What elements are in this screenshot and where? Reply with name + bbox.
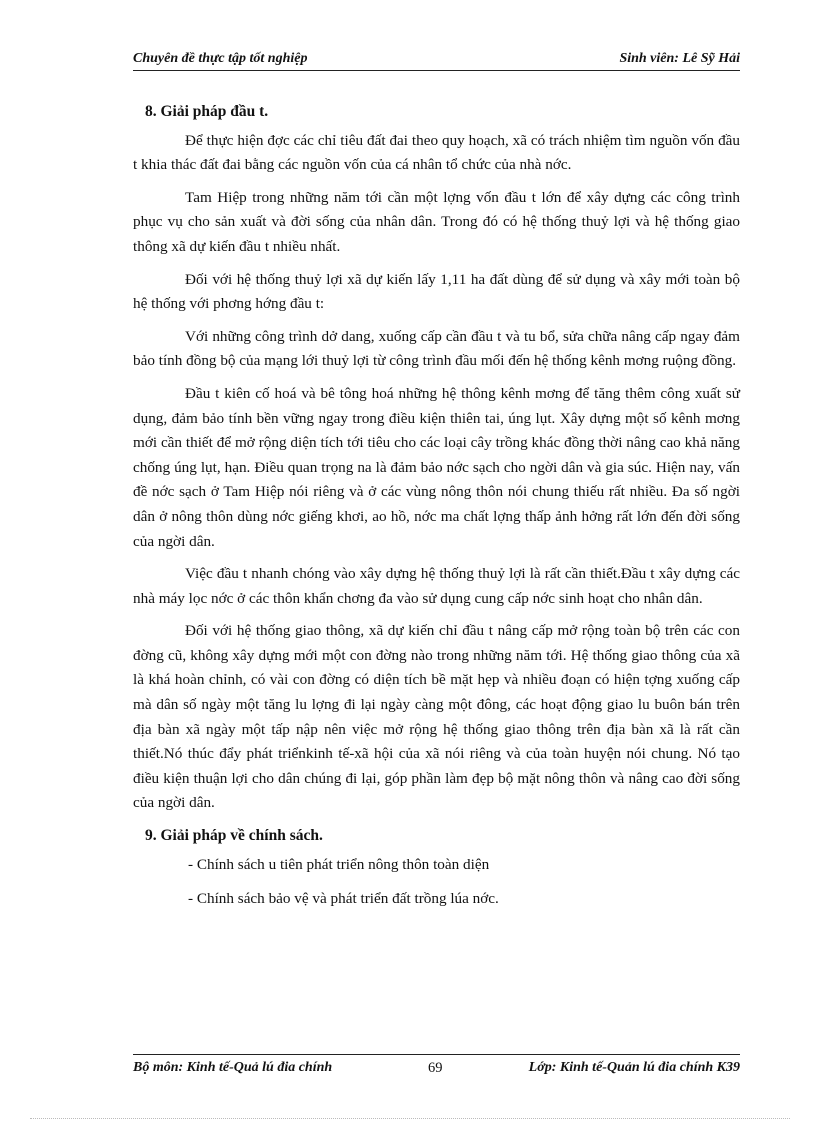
bullet-item: - Chính sách bảo vệ và phát triển đất trồng lúa nớc. xyxy=(188,890,499,908)
footer-department: Bộ môn: Kinh tế-Quả lú đia chính xyxy=(133,1060,333,1075)
paragraph: Đối với hệ thống thuỷ lợi xã dự kiến lấy 1,11 ha đất dùng để sử dụng và xây mới toàn bộ hệ thống với phơng hớng đầu t: xyxy=(133,270,740,313)
page-body xyxy=(133,100,740,922)
paragraph: Để thực hiện đợc các chỉ tiêu đất đai theo quy hoạch, xã có trách nhiệm tìm nguồn vốn đầu t khia thác đất đai bằng các nguồn vốn của cá nhân tổ chức của nhà nớc. xyxy=(133,131,740,174)
bullet-item: - Chính sách u tiên phát triển nông thôn toàn diện xyxy=(188,855,490,873)
paragraph: Đối với hệ thống giao thông, xã dự kiến chỉ đầu t nâng cấp mở rộng toàn bộ trên các con đờng cũ, không xây dựng mới một con đờng nào trong những năm tới. Hệ thống giao thông của xã là khá hoàn chỉnh, có vài con đờng có diện tích bề mặt hẹp và nhiều đoạn có hiện tợng xuống cấp mà dân số ngày một tăng lu lợng đi lại ngày càng một đông, các hoạt động giao lu buôn bán trên địa bàn xã ngày một tấp nập nên việc mở rộng hệ thống giao thông trên địa bàn xã là rất cần thiết.Nó thúc đẩy phát triểnkinh tế-xã hội của xã nói riêng và của toàn huyện nói chung. Nó tạo điều kiện thuận lợi cho dân chúng đi lại, góp phần làm đẹp bộ mặt nông thôn và nâng cao đời sống của ngời dân. xyxy=(133,622,740,812)
page-bottom-border xyxy=(30,1118,790,1119)
page-footer xyxy=(133,1054,740,1078)
footer-class: Lớp: Kinh tế-Quản lú đia chính K39 xyxy=(528,1060,740,1075)
header-title: Chuyên đề thực tập tốt nghiệp xyxy=(133,51,308,66)
header-author: Sinh viên: Lê Sỹ Hải xyxy=(619,51,740,66)
section-8-heading: 8. Giải pháp đầu t. xyxy=(145,103,269,120)
paragraph: Đầu t kiên cố hoá và bê tông hoá những hệ thông kênh mơng để tăng thêm công xuất sử dụng, đảm bảo tính bền vững ngay trong điều kiện thiên tai, úng lụt. Xây dựng một số kênh mơng mới cần thiết để mở rộng diện tích tới tiêu cho các loại cây trồng khác đồng thời nâng cao khả năng chống úng lụt, hạn. Điều quan trọng na là đảm bảo nớc sạch cho ngời dân và gia súc. Hiện nay, vấn đề nớc sạch ở Tam Hiệp nói riêng và ở các vùng nông thôn nói chung thiếu rất nhiều. Đa số ngời dân ở nông thôn dùng nớc giếng khơi, ao hồ, nớc ma chất lợng thấp ảnh hởng rất lớn đến đời sống của ngời dân. xyxy=(133,384,740,550)
paragraph: Với những công trình dở dang, xuống cấp cần đầu t và tu bổ, sửa chữa nâng cấp ngay đảm bảo tính đồng bộ của mạng lới thuỷ lợi từ công trình đầu mối đến hệ thống kênh mơng ruộng đồng. xyxy=(133,327,740,370)
section-9-heading: 9. Giải pháp về chính sách. xyxy=(145,827,323,845)
paragraph: Tam Hiệp trong những năm tới cần một lợng vốn đầu t lớn để xây dựng các công trình phục vụ cho sản xuất và đời sống của nhân dân. Trong đó có hệ thống thuỷ lợi và hệ thống giao thông xã dự kiến đầu t nhiều nhất. xyxy=(133,188,740,255)
page-number: 69 xyxy=(428,1060,443,1076)
page-header xyxy=(133,50,740,71)
paragraph: Việc đầu t nhanh chóng vào xây dựng hệ thống thuỷ lợi là rất cần thiết.Đầu t xây dựng các nhà máy lọc nớc ở các thôn khẩn chơng đa vào sử dụng cung cấp nớc sinh hoạt cho nhân dân. xyxy=(133,565,740,607)
